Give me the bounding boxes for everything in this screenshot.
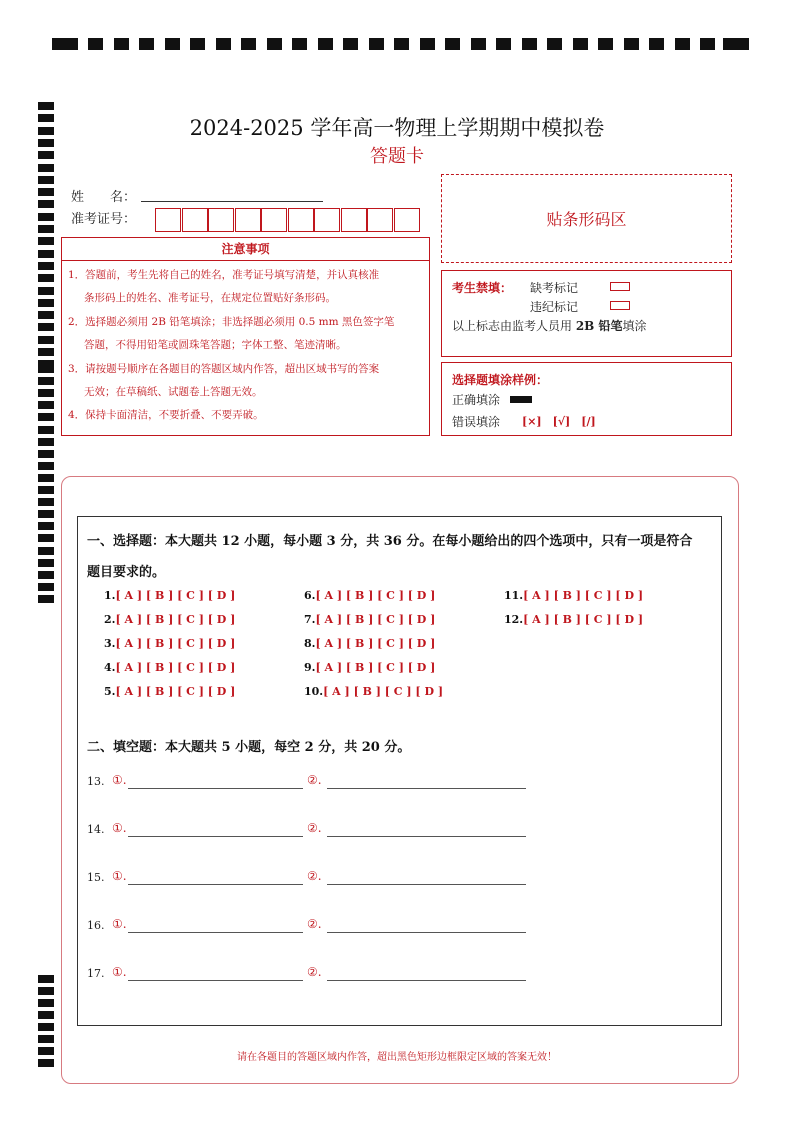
blank-1-line[interactable] <box>128 980 303 981</box>
timing-mark <box>38 237 54 245</box>
mcq-question-12 <box>504 613 643 626</box>
correct-fill-label: 正确填涂 <box>452 393 501 407</box>
page-title: 2024-2025 学年高一物理上学期期中模拟卷 <box>189 116 605 140</box>
timing-mark <box>139 38 154 50</box>
prohibited-label: 考生禁填： <box>452 281 513 295</box>
mcq-options[interactable]: [ A ] [ B ] [ C ] [ D ] <box>115 685 236 698</box>
mcq-question-6 <box>304 589 435 602</box>
mcq-question-number: 4. <box>104 661 116 674</box>
mcq-question-number: 2. <box>104 613 116 626</box>
timing-mark <box>38 389 54 397</box>
prohibited-note-suffix: 填涂 <box>622 319 647 333</box>
notice-line: 答题，不得用铅笔或圆珠笔答题；字体工整、笔迹清晰。 <box>84 339 347 351</box>
timing-mark <box>573 38 588 50</box>
timing-mark <box>38 1035 54 1043</box>
blank-2-marker: ②. <box>307 965 322 979</box>
timing-mark <box>38 287 54 295</box>
timing-mark <box>496 38 511 50</box>
timing-mark <box>38 200 54 208</box>
mcq-question-8 <box>304 637 435 650</box>
violation-mark-label: 违纪标记 <box>530 300 579 314</box>
timing-mark <box>38 377 54 385</box>
blank-1-line[interactable] <box>128 836 303 837</box>
exam-id-digit-box[interactable] <box>261 208 287 232</box>
violation-mark-box[interactable] <box>610 301 630 310</box>
mcq-options[interactable]: [ A ] [ B ] [ C ] [ D ] <box>315 661 436 674</box>
blank-2-line[interactable] <box>327 980 526 981</box>
exam-id-digit-box[interactable] <box>314 208 340 232</box>
timing-mark <box>88 38 103 50</box>
blank-2-marker: ②. <box>307 869 322 883</box>
timing-mark <box>547 38 562 50</box>
notice-line: 2．选择题必须用 2B 铅笔填涂；非选择题必须用 0.5 mm 黑色签字笔 <box>68 316 395 328</box>
mcq-question-number: 9. <box>304 661 316 674</box>
timing-mark <box>38 522 54 530</box>
mcq-question-number: 11. <box>504 589 524 602</box>
mcq-question-3 <box>104 637 235 650</box>
timing-mark <box>420 38 435 50</box>
timing-mark <box>38 1023 54 1031</box>
mcq-question-number: 10. <box>304 685 324 698</box>
page-subtitle: 答题卡 <box>370 146 424 167</box>
timing-mark <box>598 38 613 50</box>
timing-mark <box>38 474 54 482</box>
section1-heading-line2: 题目要求的。 <box>87 565 166 580</box>
blank-question-number: 15. <box>87 871 105 884</box>
timing-mark <box>675 38 690 50</box>
blank-2-line[interactable] <box>327 788 526 789</box>
notice-line: 4．保持卡面清洁，不要折叠、不要弄破。 <box>68 409 264 421</box>
timing-mark <box>318 38 333 50</box>
mcq-options[interactable]: [ A ] [ B ] [ C ] [ D ] <box>115 637 236 650</box>
blank-question-number: 16. <box>87 919 105 932</box>
mcq-question-number: 8. <box>304 637 316 650</box>
timing-mark <box>38 336 54 344</box>
blank-1-line[interactable] <box>128 884 303 885</box>
mcq-question-number: 3. <box>104 637 116 650</box>
timing-mark <box>38 510 54 518</box>
timing-mark <box>522 38 537 50</box>
mcq-question-1 <box>104 589 235 602</box>
timing-mark <box>38 438 54 446</box>
correct-fill-sample <box>510 396 532 403</box>
mcq-options[interactable]: [ A ] [ B ] [ C ] [ D ] <box>115 589 236 602</box>
timing-mark <box>38 250 54 258</box>
fill-sample-box <box>441 362 732 436</box>
prohibited-box <box>441 270 732 357</box>
timing-mark <box>38 486 54 494</box>
timing-mark <box>624 38 639 50</box>
timing-mark <box>700 38 715 50</box>
absent-mark-label: 缺考标记 <box>530 281 579 295</box>
mcq-options[interactable]: [ A ] [ B ] [ C ] [ D ] <box>523 589 644 602</box>
timing-mark <box>369 38 384 50</box>
name-input-line[interactable] <box>141 201 323 202</box>
blank-1-marker: ①. <box>112 917 127 931</box>
timing-mark <box>38 401 54 409</box>
timing-mark <box>165 38 180 50</box>
blank-2-marker: ②. <box>307 917 322 931</box>
timing-mark <box>38 176 54 184</box>
notice-line: 1．答题前，考生先将自己的姓名，准考证号填写清楚，并认真核准 <box>68 269 380 281</box>
notice-heading: 注意事项 <box>61 237 430 261</box>
timing-mark <box>38 559 54 567</box>
footer-note: 请在各题目的答题区域内作答，超出黑色矩形边框限定区域的答案无效！ <box>237 1052 557 1063</box>
mcq-question-number: 6. <box>304 589 316 602</box>
mcq-question-number: 1. <box>104 589 116 602</box>
timing-mark <box>38 1011 54 1019</box>
fill-sample-label: 选择题填涂样例： <box>452 373 549 387</box>
timing-mark <box>216 38 231 50</box>
notice-line: 无效；在草稿纸、试题卷上答题无效。 <box>84 386 263 398</box>
blank-1-marker: ①. <box>112 821 127 835</box>
timing-mark <box>38 426 54 434</box>
mcq-options[interactable]: [ A ] [ B ] [ C ] [ D ] <box>315 637 436 650</box>
timing-mark <box>38 498 54 506</box>
prohibited-note-prefix: 以上标志由监考人员用 <box>452 319 576 333</box>
timing-mark <box>38 274 54 282</box>
blank-2-line[interactable] <box>327 884 526 885</box>
blank-1-line[interactable] <box>128 932 303 933</box>
mcq-question-9 <box>304 661 435 674</box>
blank-question-number: 17. <box>87 967 105 980</box>
blank-1-marker: ①. <box>112 965 127 979</box>
timing-mark <box>38 462 54 470</box>
barcode-area-label: 贴条形码区 <box>546 210 627 229</box>
section2-heading: 二、填空题：本大题共 5 小题，每空 2 分，共 20 分。 <box>87 740 411 755</box>
timing-mark <box>38 188 54 196</box>
timing-mark <box>394 38 409 50</box>
timing-mark <box>241 38 256 50</box>
timing-mark <box>190 38 205 50</box>
mcq-options[interactable]: [ A ] [ B ] [ C ] [ D ] <box>315 589 436 602</box>
timing-mark <box>38 583 54 591</box>
blank-2-marker: ②. <box>307 773 322 787</box>
barcode-area <box>441 174 732 263</box>
blank-2-marker: ②. <box>307 821 322 835</box>
prohibited-note-bold: 2B 铅笔 <box>575 319 623 333</box>
timing-mark <box>38 299 54 307</box>
timing-mark <box>38 323 54 331</box>
wrong-fill-label: 错误填涂 <box>452 415 501 429</box>
blank-1-marker: ①. <box>112 773 127 787</box>
name-label: 姓 名： <box>71 190 137 205</box>
timing-mark <box>38 365 54 373</box>
timing-mark <box>38 225 54 233</box>
timing-mark <box>38 262 54 270</box>
timing-mark <box>445 38 460 50</box>
timing-mark <box>38 348 54 356</box>
mcq-options[interactable]: [ A ] [ B ] [ C ] [ D ] <box>115 661 236 674</box>
mcq-question-7 <box>304 613 435 626</box>
mcq-question-number: 7. <box>304 613 316 626</box>
timing-mark <box>471 38 486 50</box>
mcq-options[interactable]: [ A ] [ B ] [ C ] [ D ] <box>115 613 236 626</box>
timing-mark <box>38 547 54 555</box>
mcq-options[interactable]: [ A ] [ B ] [ C ] [ D ] <box>523 613 644 626</box>
timing-mark <box>723 38 749 50</box>
timing-mark <box>38 102 54 110</box>
exam-id-digit-box[interactable] <box>182 208 208 232</box>
section1-heading-line1: 一、选择题：本大题共 12 小题，每小题 3 分，共 36 分。在每小题给出的四个选项中，只有一项是符合 <box>87 534 693 549</box>
timing-mark <box>38 534 54 542</box>
timing-mark <box>38 450 54 458</box>
mcq-question-number: 12. <box>504 613 524 626</box>
blank-question-number: 14. <box>87 823 105 836</box>
blank-question-number: 13. <box>87 775 105 788</box>
timing-mark <box>38 311 54 319</box>
timing-mark <box>649 38 664 50</box>
timing-mark <box>38 595 54 603</box>
timing-mark <box>38 975 54 983</box>
mcq-question-10 <box>304 685 443 698</box>
timing-mark <box>114 38 129 50</box>
prohibited-note <box>452 317 647 334</box>
blank-2-line[interactable] <box>327 932 526 933</box>
timing-mark <box>52 38 78 50</box>
timing-mark <box>38 999 54 1007</box>
mcq-question-4 <box>104 661 235 674</box>
wrong-fill-samples: [×] [√] [/] <box>522 415 596 428</box>
notice-box <box>61 261 430 436</box>
mcq-question-2 <box>104 613 235 626</box>
notice-line: 条形码上的姓名、准考证号，在规定位置贴好条形码。 <box>84 292 336 304</box>
exam-id-digit-box[interactable] <box>341 208 367 232</box>
timing-mark <box>38 213 54 221</box>
notice-line: 3．请按题号顺序在各题目的答题区域内作答，超出区域书写的答案 <box>68 363 380 375</box>
exam-id-digit-box[interactable] <box>288 208 314 232</box>
exam-id-digit-box[interactable] <box>367 208 393 232</box>
blank-1-marker: ①. <box>112 869 127 883</box>
timing-mark <box>38 413 54 421</box>
exam-id-digit-box[interactable] <box>394 208 420 232</box>
absent-mark-box[interactable] <box>610 282 630 291</box>
mcq-options[interactable]: [ A ] [ B ] [ C ] [ D ] <box>315 613 436 626</box>
timing-mark <box>292 38 307 50</box>
exam-id-digit-box[interactable] <box>208 208 234 232</box>
mcq-question-11 <box>504 589 643 602</box>
timing-mark <box>267 38 282 50</box>
mcq-question-number: 5. <box>104 685 116 698</box>
timing-mark <box>38 987 54 995</box>
timing-mark <box>343 38 358 50</box>
exam-id-digit-box[interactable] <box>235 208 261 232</box>
timing-mark <box>38 571 54 579</box>
blank-1-line[interactable] <box>128 788 303 789</box>
exam-id-label: 准考证号： <box>71 212 137 227</box>
mcq-question-5 <box>104 685 235 698</box>
mcq-options[interactable]: [ A ] [ B ] [ C ] [ D ] <box>323 685 444 698</box>
exam-id-digit-box[interactable] <box>155 208 181 232</box>
blank-2-line[interactable] <box>327 836 526 837</box>
